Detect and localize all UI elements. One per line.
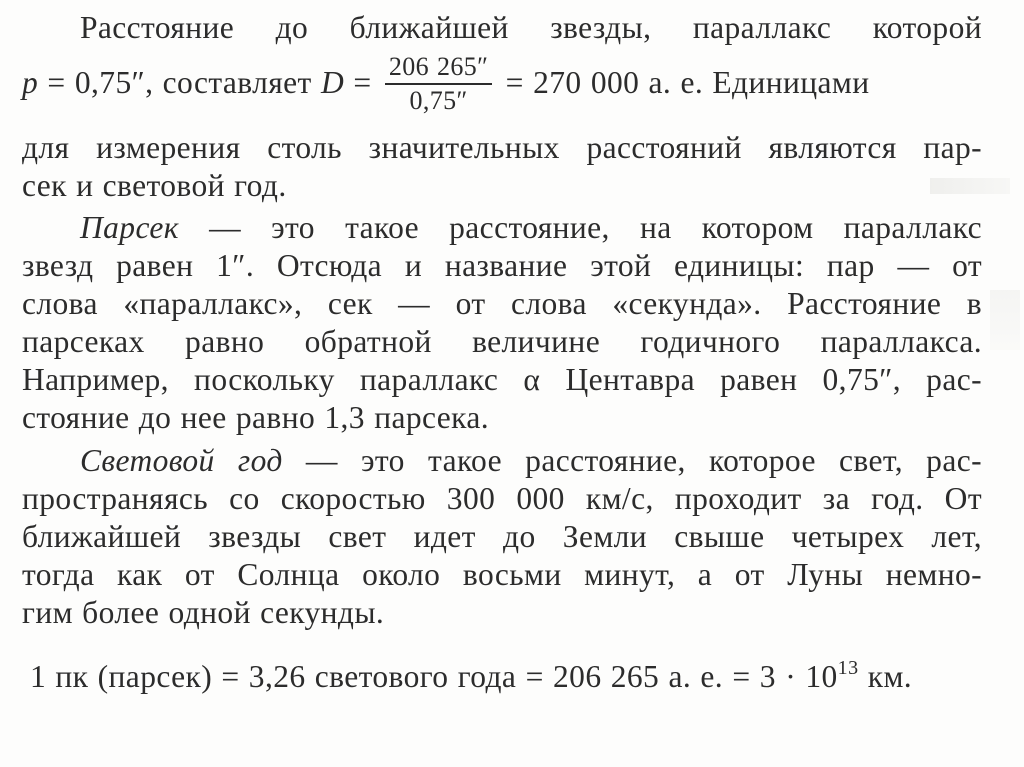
paragraph-2-line-4 xyxy=(22,322,982,362)
paragraph-2-line-5 xyxy=(22,360,982,400)
paragraph-3-line-2 xyxy=(22,479,982,519)
paragraph-3-text: гим более одной секунды. xyxy=(22,595,385,630)
fraction xyxy=(385,51,493,115)
parallax-symbol: p xyxy=(22,65,39,100)
paragraph-1-line-3 xyxy=(22,128,982,168)
paragraph-3-text: — это такое расстояние, которое свет, рас- xyxy=(282,443,982,478)
paragraph-3-text: пространяясь со скоростью 300 000 км/с, проходит за год. От xyxy=(22,481,982,516)
term-parsec: Парсек xyxy=(80,210,179,245)
formula-result-text: = 270 000 а. е. Единицами xyxy=(496,65,870,100)
paragraph-2-line-2 xyxy=(22,246,982,286)
paragraph-2-text: — это такое расстояние, на котором параллакс xyxy=(178,210,982,245)
paragraph-2-text: стояние до нее равно 1,3 парсека. xyxy=(22,400,490,435)
formula-text: = 0,75″, составляет xyxy=(38,65,321,100)
parsec-formula xyxy=(30,657,990,697)
paragraph-1-text: сек и световой год. xyxy=(22,168,287,203)
formula-exponent: 13 xyxy=(837,656,859,679)
paragraph-2-text: Например, поскольку параллакс α Центавра равен 0,75″, рас- xyxy=(22,362,982,397)
fraction-denominator: 0,75″ xyxy=(409,85,468,115)
paragraph-2-text: звезд равен 1″. Отсюда и название этой единицы: пар — от xyxy=(22,248,982,283)
paragraph-1-line-1 xyxy=(22,8,982,48)
paragraph-3-line-5 xyxy=(22,593,982,633)
paragraph-3-text: ближайшей звезды свет идет до Земли свыше четырех лет, xyxy=(22,519,982,554)
paragraph-2-text: парсеках равно обратной величине годичного параллакса. xyxy=(22,324,982,359)
bleed-through-mark xyxy=(990,290,1020,350)
paragraph-3-line-3 xyxy=(22,517,982,557)
distance-symbol: D xyxy=(320,65,345,100)
paragraph-3-line-1 xyxy=(22,441,982,481)
paragraph-2-line-3 xyxy=(22,284,982,324)
term-light-year: Световой год xyxy=(80,443,283,478)
paragraph-2-line-1 xyxy=(22,208,982,248)
paragraph-2-text: слова «параллакс», сек — от слова «секунда». Расстояние в xyxy=(22,286,982,321)
formula-main-text: 1 пк (парсек) = 3,26 светового года = 206 265 а. е. = 3 · 10 xyxy=(30,659,838,694)
paragraph-1-line-4 xyxy=(22,166,982,206)
fraction-numerator: 206 265″ xyxy=(385,54,493,85)
formula-unit: км. xyxy=(858,659,913,694)
paragraph-2-line-6 xyxy=(22,398,982,438)
paragraph-3-line-4 xyxy=(22,555,982,595)
paragraph-1-line-2 xyxy=(22,53,982,113)
paragraph-1-text: Расстояние до ближайшей звезды, параллакс которой xyxy=(80,10,982,45)
paragraph-3-text: тогда как от Солнца около восьми минут, а от Луны немно- xyxy=(22,557,982,592)
formula-text: = xyxy=(344,65,381,100)
paragraph-1-text: для измерения столь значительных расстояний являются пар- xyxy=(22,130,982,165)
